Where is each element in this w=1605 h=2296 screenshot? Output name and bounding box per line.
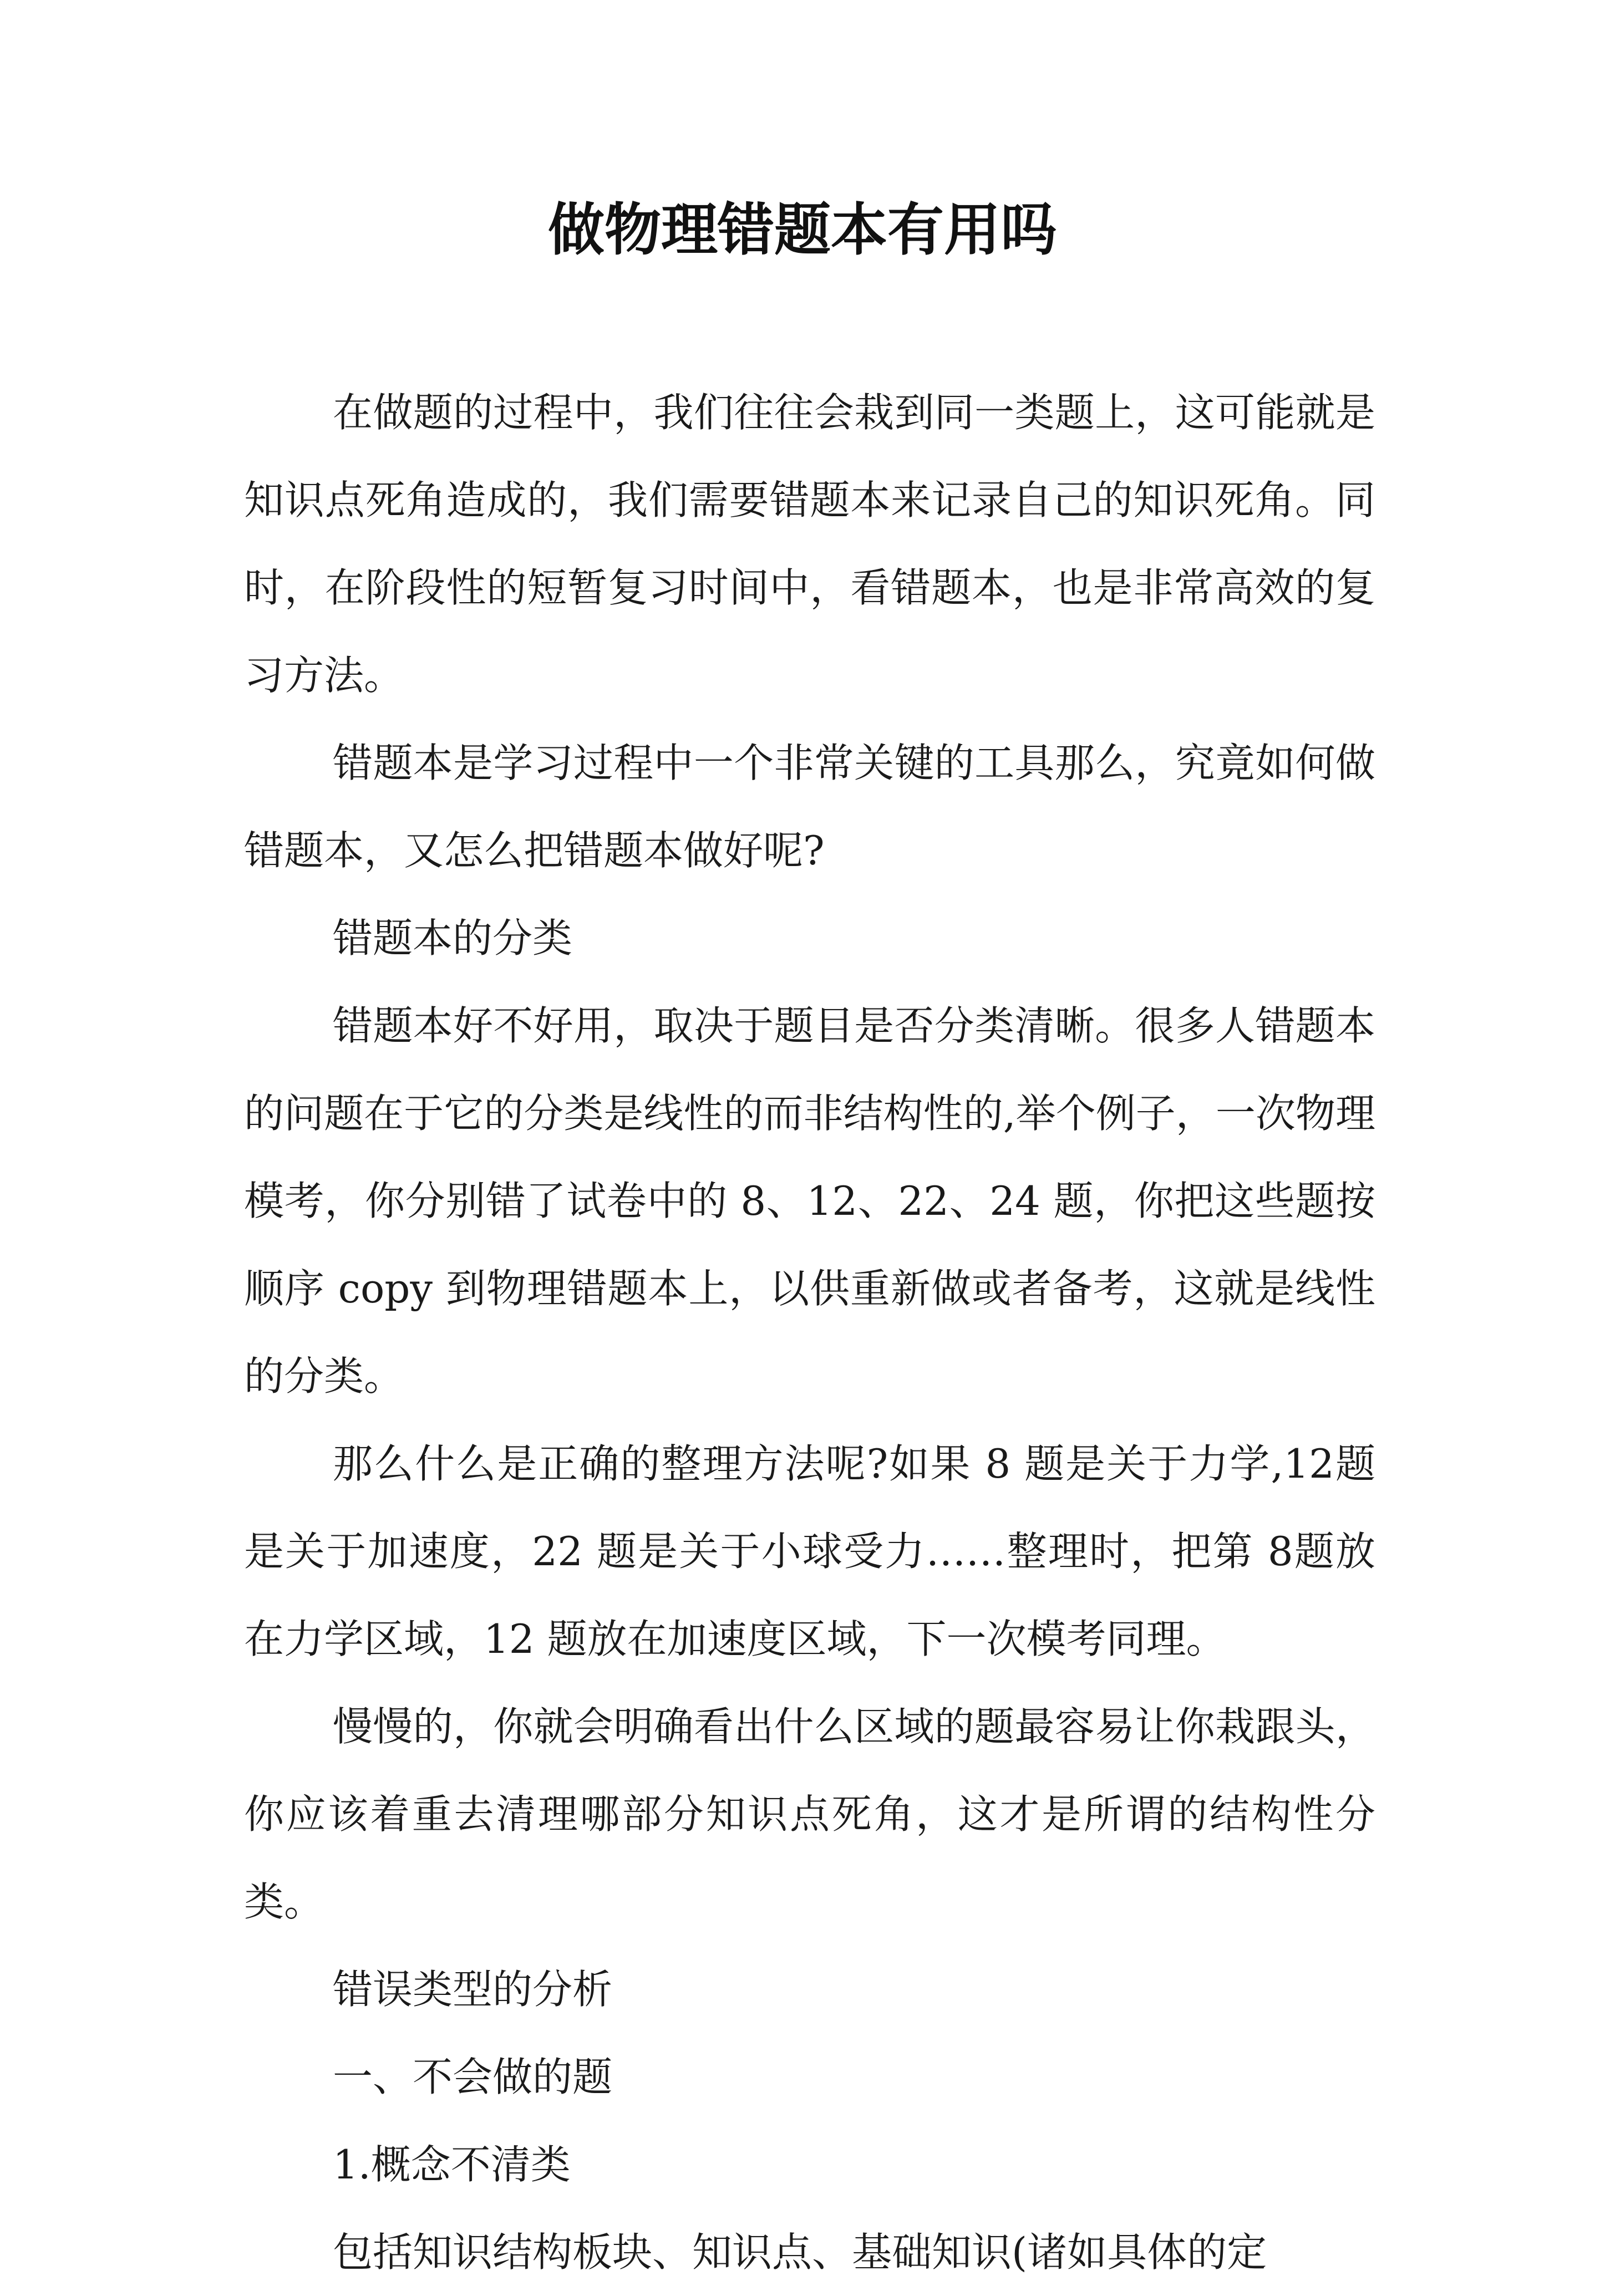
paragraph: 包括知识结构板块、知识点、基础知识(诸如具体的定 [333,2229,1267,2275]
document-body [244,369,1375,2296]
paragraph: 在做题的过程中，我们往往会栽到同一类题上，这可能就是知识点死角造成的，我们需要错题本来记录自己的知识死角。同时，在阶段性的短暂复习时间中，看错题本，也是非常高效的复习方法。 [244,389,1375,699]
paragraph: 慢慢的，你就会明确看出什么区域的题最容易让你栽跟头，你应该着重去清理哪部分知识点死角，这才是所谓的结构性分类。 [244,1703,1375,1925]
paragraph: 错题本好不好用，取决于题目是否分类清晰。很多人错题本的问题在于它的分类是线性的而非结构性的,举个例子，一次物理模考，你分别错了试卷中的 8、12、22、24 题，你把这些题按顺序 copy 到物理错题本上，以供重新做或者备考，这就是线性的分类。 [244,1002,1375,1399]
section-heading: 错题本的分类 [333,915,573,961]
subsection-heading: 一、不会做的题 [333,2054,613,2100]
document-title: 做物理错题本有用吗 [548,197,1057,263]
paragraph: 那么什么是正确的整理方法呢?如果 8 题是关于力学,12题是关于加速度，22 题是关于小球受力……整理时，把第 8题放在力学区域，12 题放在加速度区域，下一次模考同理。 [244,1440,1375,1662]
section-heading: 错误类型的分析 [333,1966,613,2013]
list-item-heading: 1.概念不清类 [333,2141,571,2188]
paragraph: 错题本是学习过程中一个非常关键的工具那么，究竟如何做错题本，又怎么把错题本做好呢? [244,740,1375,874]
